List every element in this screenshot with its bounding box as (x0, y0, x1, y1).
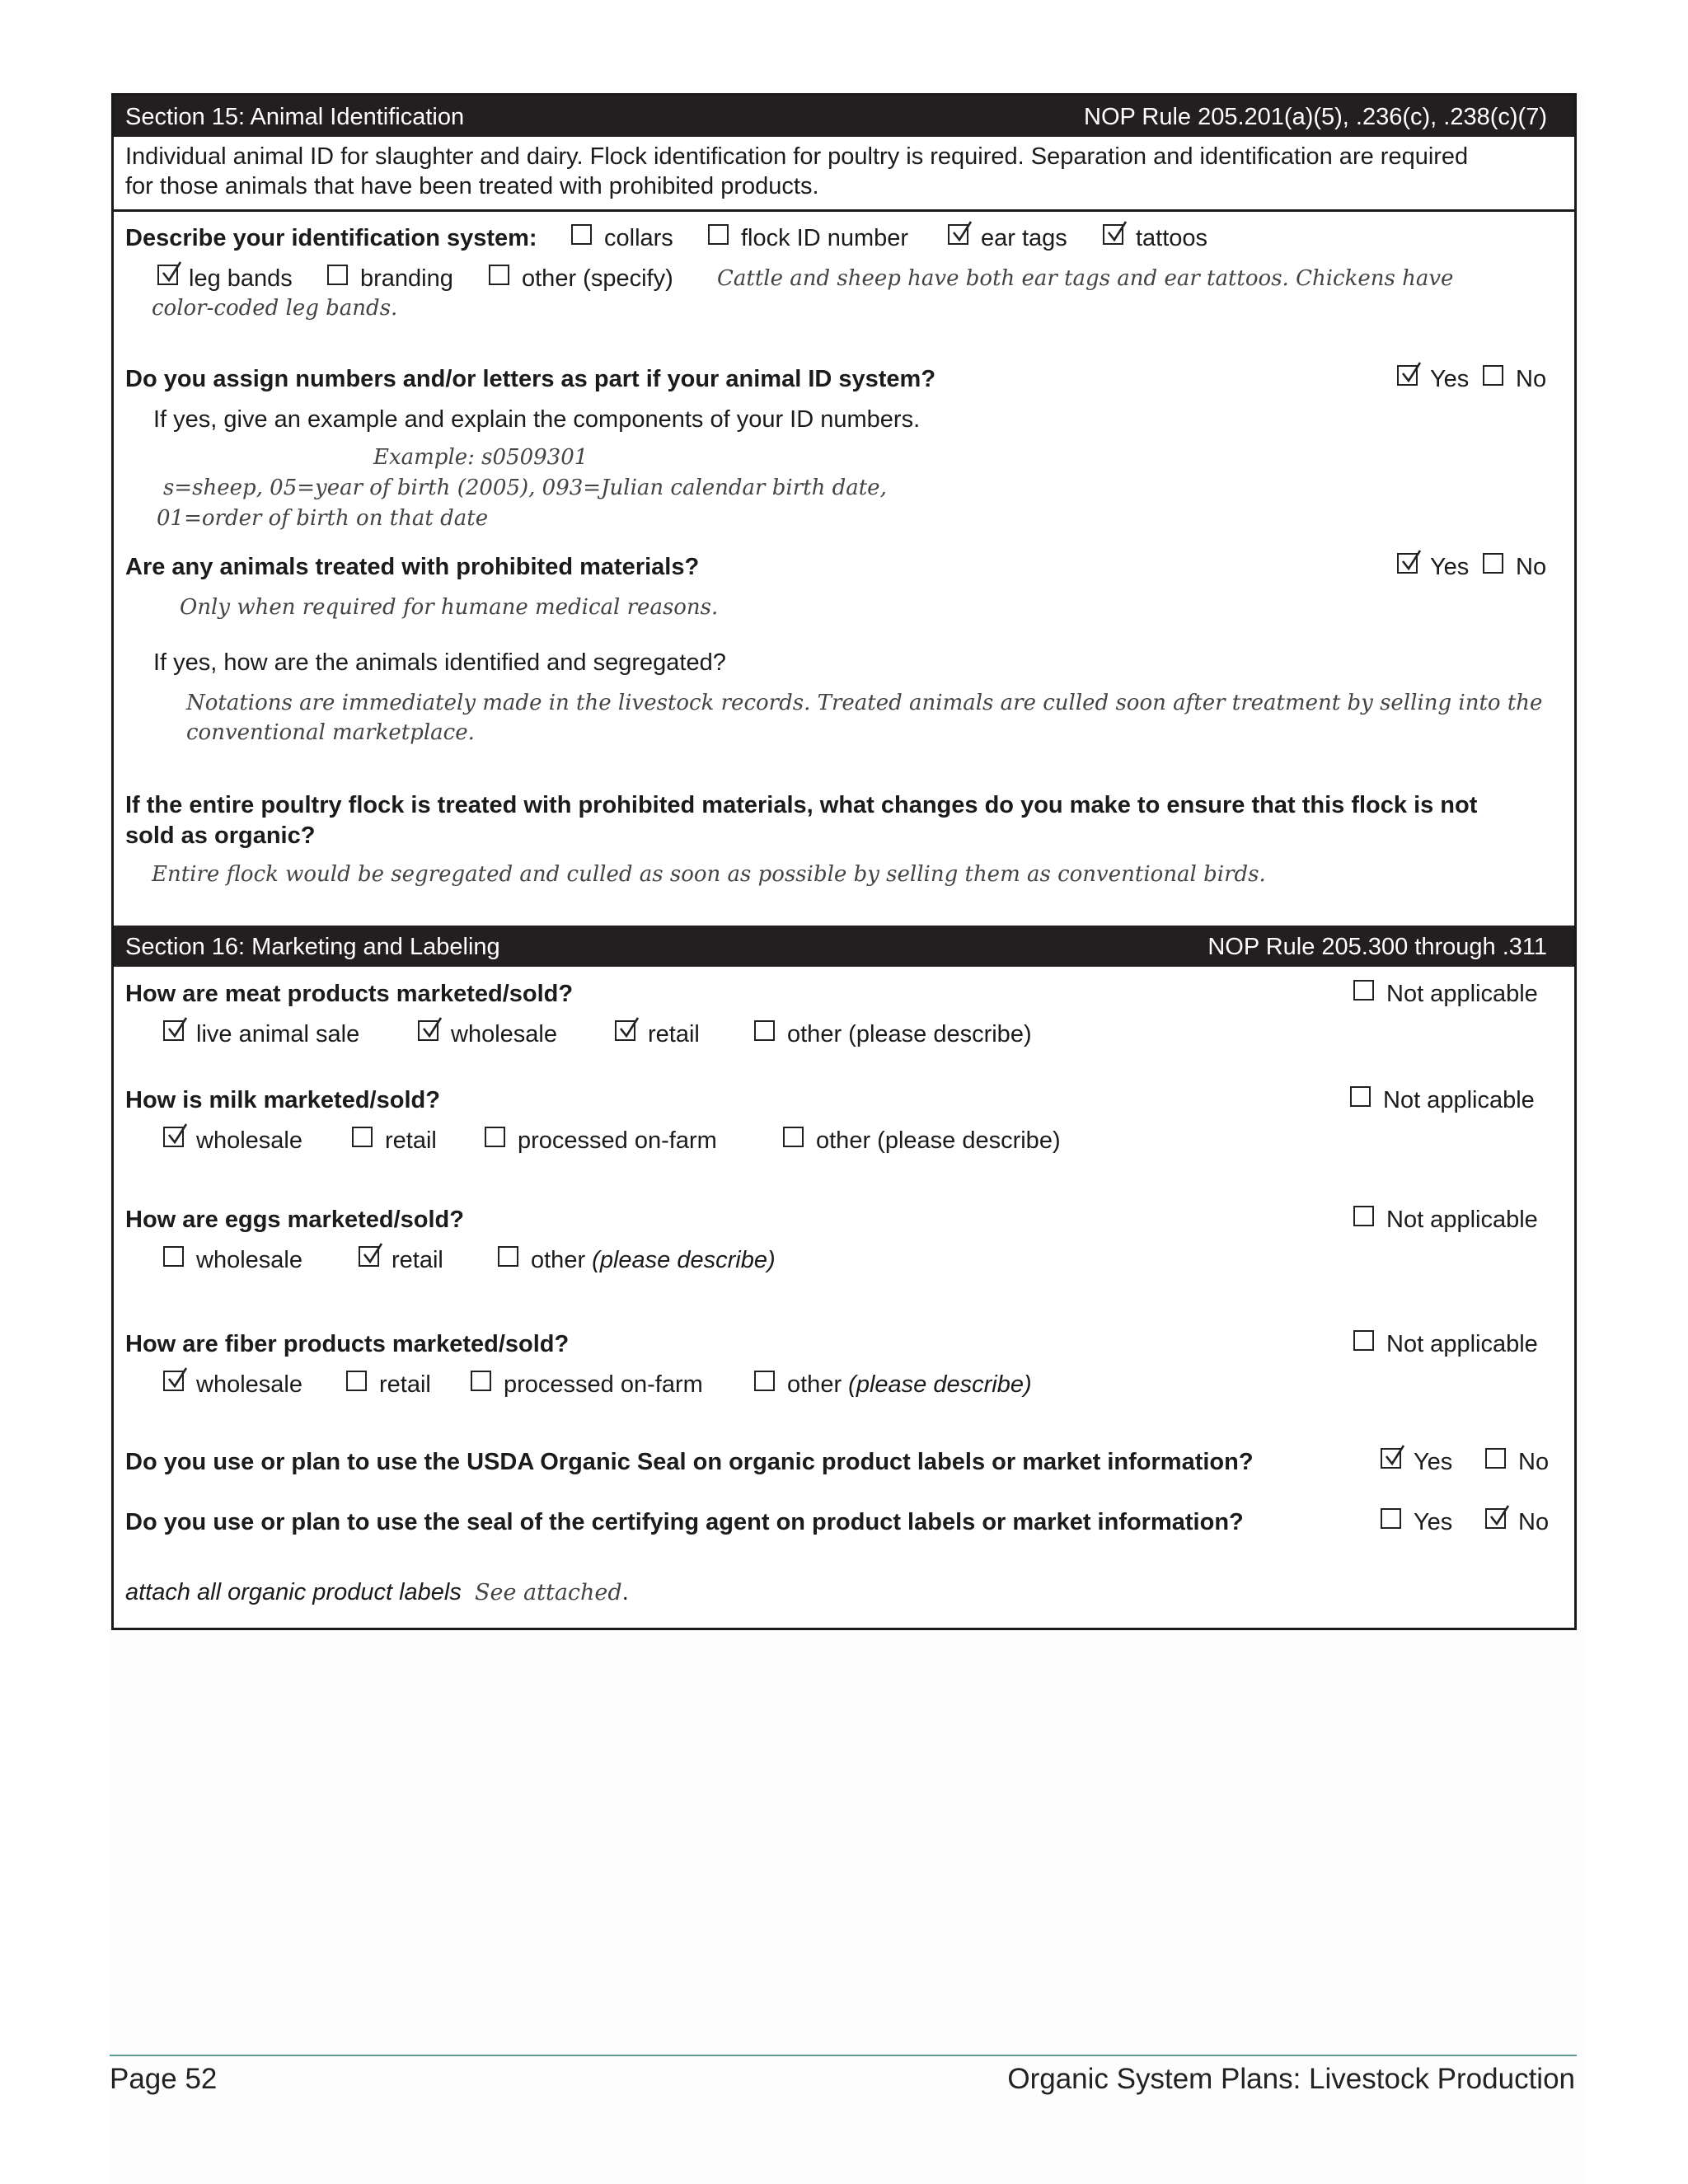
checkbox-branding[interactable] (327, 265, 348, 285)
id-system-answer-line1: Cattle and sheep have both ear tags and ear tattoos. Chickens have (717, 266, 1454, 291)
eggs-question: How are eggs marketed/sold? (125, 1207, 464, 1233)
poultry-question-line1: If the entire poultry flock is treated with prohibited materials, what changes do you make to ensure that this flock is not (125, 792, 1478, 818)
other-label: other (531, 1247, 586, 1273)
segregation-answer-line2: conventional marketplace. (186, 720, 475, 745)
option-label-other-specify: other (specify) (522, 265, 673, 292)
checkmark-icon (1489, 1504, 1510, 1527)
checkbox-milk-wholesale[interactable] (163, 1127, 184, 1147)
not-applicable-label: Not applicable (1383, 1087, 1535, 1113)
section-15-header (114, 96, 1574, 137)
checkbox-agent-seal-no[interactable] (1485, 1508, 1506, 1529)
checkmark-icon (1384, 1444, 1405, 1467)
checkmark-icon (1400, 361, 1422, 384)
checkbox-ear-tags[interactable] (948, 224, 968, 245)
option-label-collars: collars (604, 225, 673, 251)
divider (114, 209, 1574, 212)
option-label-processed-on-farm: processed on-farm (518, 1127, 717, 1154)
checkbox-id-numbers-yes[interactable] (1397, 365, 1418, 386)
checkmark-icon (166, 1016, 188, 1039)
checkbox-meat-retail[interactable] (615, 1020, 635, 1041)
yes-label: Yes (1414, 1509, 1453, 1535)
poultry-question-line2: sold as organic? (125, 823, 316, 849)
meat-question: How are meat products marketed/sold? (125, 981, 574, 1007)
id-numbers-answer-line3: 01=order of birth on that date (157, 506, 489, 531)
checkbox-meat-wholesale[interactable] (418, 1020, 438, 1041)
checkbox-eggs-retail[interactable] (359, 1246, 379, 1267)
section-15-intro-line1: Individual animal ID for slaughter and dairy. Flock identification for poultry is required. Separation and identification are required (125, 143, 1469, 170)
checkbox-usda-seal-yes[interactable] (1381, 1448, 1401, 1469)
checkbox-leg-bands[interactable] (157, 265, 178, 285)
checkmark-icon (166, 1366, 188, 1390)
usda-seal-question: Do you use or plan to use the USDA Organic Seal on organic product labels or market information? (125, 1449, 1254, 1475)
option-label-other (787, 1371, 1032, 1399)
option-label-branding: branding (360, 265, 453, 292)
checkbox-milk-not-applicable[interactable] (1350, 1086, 1371, 1107)
checkmark-icon (421, 1016, 443, 1039)
checkbox-meat-other[interactable] (754, 1020, 775, 1041)
yes-label: Yes (1430, 366, 1470, 392)
checkbox-collars[interactable] (571, 224, 592, 245)
checkbox-fiber-not-applicable[interactable] (1353, 1330, 1374, 1351)
checkbox-agent-seal-yes[interactable] (1381, 1508, 1401, 1529)
form-frame (111, 93, 1577, 1630)
checkbox-fiber-retail[interactable] (346, 1371, 367, 1391)
labels-prompt (125, 1579, 629, 1606)
checkmark-icon (161, 260, 182, 284)
prohibited-answer: Only when required for humane medical reasons. (180, 595, 719, 620)
section-16-title: Section 16: Marketing and Labeling (125, 934, 500, 960)
option-label-other: other (please describe) (787, 1021, 1032, 1047)
footer-rule (110, 2055, 1577, 2056)
labels-prompt-text: attach all organic product labels (125, 1579, 462, 1605)
option-label-ear-tags: ear tags (981, 225, 1067, 251)
option-label-retail: retail (648, 1021, 700, 1047)
prohibited-question: Are any animals treated with prohibited materials? (125, 554, 700, 580)
checkmark-icon (1106, 220, 1128, 243)
checkbox-eggs-not-applicable[interactable] (1353, 1206, 1374, 1226)
yes-label: Yes (1430, 554, 1470, 580)
please-describe-label: (please describe) (592, 1247, 776, 1273)
checkbox-eggs-wholesale[interactable] (163, 1246, 184, 1267)
labels-period: . (621, 1579, 629, 1605)
not-applicable-label: Not applicable (1386, 1331, 1538, 1357)
page-number: Page 52 (110, 2063, 218, 2095)
option-label-other: other (please describe) (816, 1127, 1061, 1154)
option-label-live-animal-sale: live animal sale (196, 1021, 360, 1047)
checkbox-prohibited-no[interactable] (1483, 553, 1503, 574)
checkmark-icon (362, 1242, 383, 1265)
id-numbers-answer-line1: Example: s0509301 (373, 445, 588, 470)
option-label-tattoos: tattoos (1136, 225, 1208, 251)
option-label-wholesale: wholesale (451, 1021, 557, 1047)
no-label: No (1518, 1509, 1550, 1535)
milk-question: How is milk marketed/sold? (125, 1087, 440, 1113)
checkbox-usda-seal-no[interactable] (1485, 1448, 1506, 1469)
checkbox-eggs-other[interactable] (498, 1246, 518, 1267)
checkmark-icon (618, 1016, 640, 1039)
yes-label: Yes (1414, 1449, 1453, 1475)
checkbox-meat-live-animal-sale[interactable] (163, 1020, 184, 1041)
option-label-wholesale: wholesale (196, 1127, 302, 1154)
option-label-processed-on-farm: processed on-farm (504, 1371, 703, 1398)
segregation-answer-line1: Notations are immediately made in the livestock records. Treated animals are culled soon after treatment by selling into the (186, 691, 1543, 715)
option-label-wholesale: wholesale (196, 1247, 302, 1273)
other-label: other (787, 1371, 842, 1398)
id-numbers-answer-line2: s=sheep, 05=year of birth (2005), 093=Julian calendar birth date, (163, 476, 887, 500)
no-label: No (1516, 554, 1547, 580)
checkbox-fiber-wholesale[interactable] (163, 1371, 184, 1391)
poultry-answer: Entire flock would be segregated and culled as soon as possible by selling them as conventional birds. (152, 862, 1266, 887)
checkbox-prohibited-yes[interactable] (1397, 553, 1418, 574)
id-numbers-sub-question: If yes, give an example and explain the components of your ID numbers. (153, 406, 921, 433)
section-16-header (114, 926, 1574, 967)
checkmark-icon (951, 220, 973, 243)
section-15-title: Section 15: Animal Identification (125, 104, 465, 130)
checkbox-tattoos[interactable] (1103, 224, 1123, 245)
checkbox-flock-id-number[interactable] (708, 224, 729, 245)
checkbox-fiber-other[interactable] (754, 1371, 775, 1391)
checkbox-meat-not-applicable[interactable] (1353, 980, 1374, 1001)
section-16-rule: NOP Rule 205.300 through .311 (1207, 934, 1547, 960)
option-label-wholesale: wholesale (196, 1371, 302, 1398)
id-numbers-question: Do you assign numbers and/or letters as part if your animal ID system? (125, 366, 936, 392)
not-applicable-label: Not applicable (1386, 981, 1538, 1007)
option-label-flock-id-number: flock ID number (741, 225, 909, 251)
section-15-intro-line2: for those animals that have been treated with prohibited products. (125, 173, 819, 199)
option-label-retail: retail (385, 1127, 437, 1154)
checkbox-other-specify[interactable] (489, 265, 509, 285)
option-label-retail: retail (392, 1247, 443, 1273)
option-label-retail: retail (379, 1371, 431, 1398)
section-15-rule: NOP Rule 205.201(a)(5), .236(c), .238(c)(7) (1084, 104, 1547, 130)
document-title: Organic System Plans: Livestock Production (1007, 2063, 1575, 2095)
checkmark-icon (1400, 549, 1422, 572)
labels-answer: See attached (474, 1580, 622, 1605)
not-applicable-label: Not applicable (1386, 1207, 1538, 1233)
fiber-question: How are fiber products marketed/sold? (125, 1331, 570, 1357)
agent-seal-question: Do you use or plan to use the seal of the certifying agent on product labels or market information? (125, 1509, 1244, 1535)
checkbox-milk-retail[interactable] (352, 1127, 373, 1147)
id-system-question: Describe your identification system: (125, 225, 537, 251)
id-system-answer-line2: color-coded leg bands. (152, 296, 398, 321)
no-label: No (1518, 1449, 1550, 1475)
please-describe-label: (please describe) (848, 1371, 1032, 1398)
checkbox-milk-other[interactable] (783, 1127, 804, 1147)
segregation-sub-question: If yes, how are the animals identified and segregated? (153, 649, 726, 676)
checkbox-fiber-processed-on-farm[interactable] (471, 1371, 491, 1391)
checkmark-icon (166, 1122, 188, 1146)
option-label-leg-bands: leg bands (189, 265, 293, 292)
checkbox-milk-processed-on-farm[interactable] (485, 1127, 505, 1147)
option-label-other (531, 1247, 776, 1274)
no-label: No (1516, 366, 1547, 392)
checkbox-id-numbers-no[interactable] (1483, 365, 1503, 386)
